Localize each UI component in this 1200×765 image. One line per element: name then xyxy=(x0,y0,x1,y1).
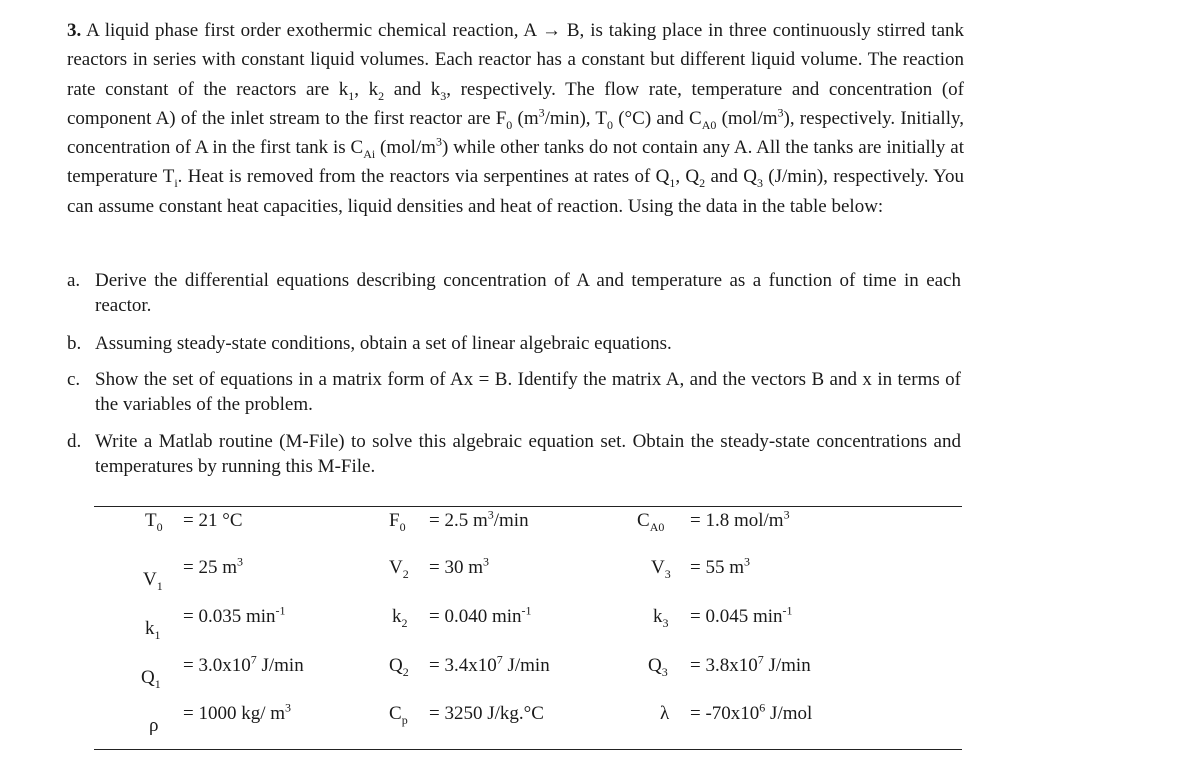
param-Cp-value: = 3250 J/kg.°C xyxy=(429,703,544,724)
param-k2-symbol: $k_2$ xyxy=(392,606,408,630)
param-k1-value: = 0.035 $\min^{-1}$ xyxy=(183,603,286,627)
param-Q3-value: = $3.8x10^7$ J/min xyxy=(690,652,811,676)
table-top-rule xyxy=(94,506,962,507)
param-T0-symbol: $T_0$ xyxy=(145,510,163,534)
param-k3-value: = 0.045 $\min^{-1}$ xyxy=(690,603,793,627)
param-V1-value: = 25 $m^3$ xyxy=(183,554,243,578)
param-F0-value: = 2.5 $m^3/\min$ xyxy=(429,507,529,531)
param-rho-value: = 1000 kg/ $m^3$ xyxy=(183,700,292,724)
param-CA0-symbol: $C_{A0}$ xyxy=(637,510,665,534)
param-Q2-symbol: $Q_2$ xyxy=(389,655,409,679)
param-Q1-symbol: $Q_1$ xyxy=(141,667,161,691)
problem-number: 3. xyxy=(67,20,82,41)
reaction-arrow: → xyxy=(541,20,561,41)
param-V3-value: = 55 $m^3$ xyxy=(690,554,750,578)
param-rho-symbol: ρ xyxy=(149,715,159,736)
param-lambda-value: = $-70x10^6$ J/mol xyxy=(690,700,813,724)
param-Q2-value: = $3.4x10^7$ J/min xyxy=(429,652,550,676)
param-V2-symbol: $V_2$ xyxy=(389,557,409,581)
param-Q3-symbol: $Q_3$ xyxy=(648,655,668,679)
param-lambda-symbol: λ xyxy=(660,703,670,724)
param-k1-symbol: $k_1$ xyxy=(145,618,161,642)
param-V2-value: = 30 $m^3$ xyxy=(429,554,489,578)
param-V3-symbol: $V_3$ xyxy=(651,557,671,581)
task-text: Write a Matlab routine (M-File) to solve this algebraic equation set. Obtain the steady-state concentrations and temperatures by running this M-File. xyxy=(95,431,961,477)
param-k3-symbol: $k_3$ xyxy=(653,606,669,630)
param-F0-symbol: $F_0$ xyxy=(389,510,406,534)
task-label: d. xyxy=(67,431,82,452)
problem-statement: 3. A liquid phase first order exothermic chemical reaction, A → B, is taking place in three continuously stirred tank reactors in series with constant liquid volumes. Each reactor has a constant but different liquid volume. The reaction rate constant of the reactors are $k_1$, $k_2$ and $k_3$, respectively. The flow rate, temperature and concentration (of component A) of the inlet stream to the first reactor are $F_0$ $(m^3/\min)$, $T_0$ (°C) and $C_{A0}$ $(mol/m^3)$, respectively. Initially, concentration of A in the first tank is $C_{Ai}$ $(mol/m^3)$ while other tanks do not contain any A. All the tanks are initially at temperature $T_i$. Heat is removed from the reactors via serpentines at rates of $Q_1$, $Q_2$ and $Q_3$ (J/min), respectively. You can assume constant heat capacities, liquid densities and heat of reaction. Using the data in the table below: xyxy=(67,20,965,217)
table-bottom-rule xyxy=(94,749,962,750)
task-text: Assuming steady-state conditions, obtain a set of linear algebraic equations. xyxy=(95,333,672,354)
task-label: a. xyxy=(67,270,81,291)
param-k2-value: = 0.040 $\min^{-1}$ xyxy=(429,603,532,627)
task-label: c. xyxy=(67,369,81,390)
task-text: Show the set of equations in a matrix form of Ax = B. Identify the matrix A, and the vectors B and x in terms of the variables of the problem. xyxy=(95,369,961,415)
param-Q1-value: = $3.0x10^7$ J/min xyxy=(183,652,304,676)
param-V1-symbol: $V_1$ xyxy=(143,569,163,593)
param-CA0-value: = 1.8 mol/$m^3$ xyxy=(690,507,790,531)
task-label: b. xyxy=(67,333,82,354)
param-Cp-symbol: $C_p$ xyxy=(389,703,408,727)
task-text: Derive the differential equations describing concentration of A and temperature as a function of time in each reactor. xyxy=(95,270,961,316)
param-T0-value: = 21 °C xyxy=(183,510,243,531)
